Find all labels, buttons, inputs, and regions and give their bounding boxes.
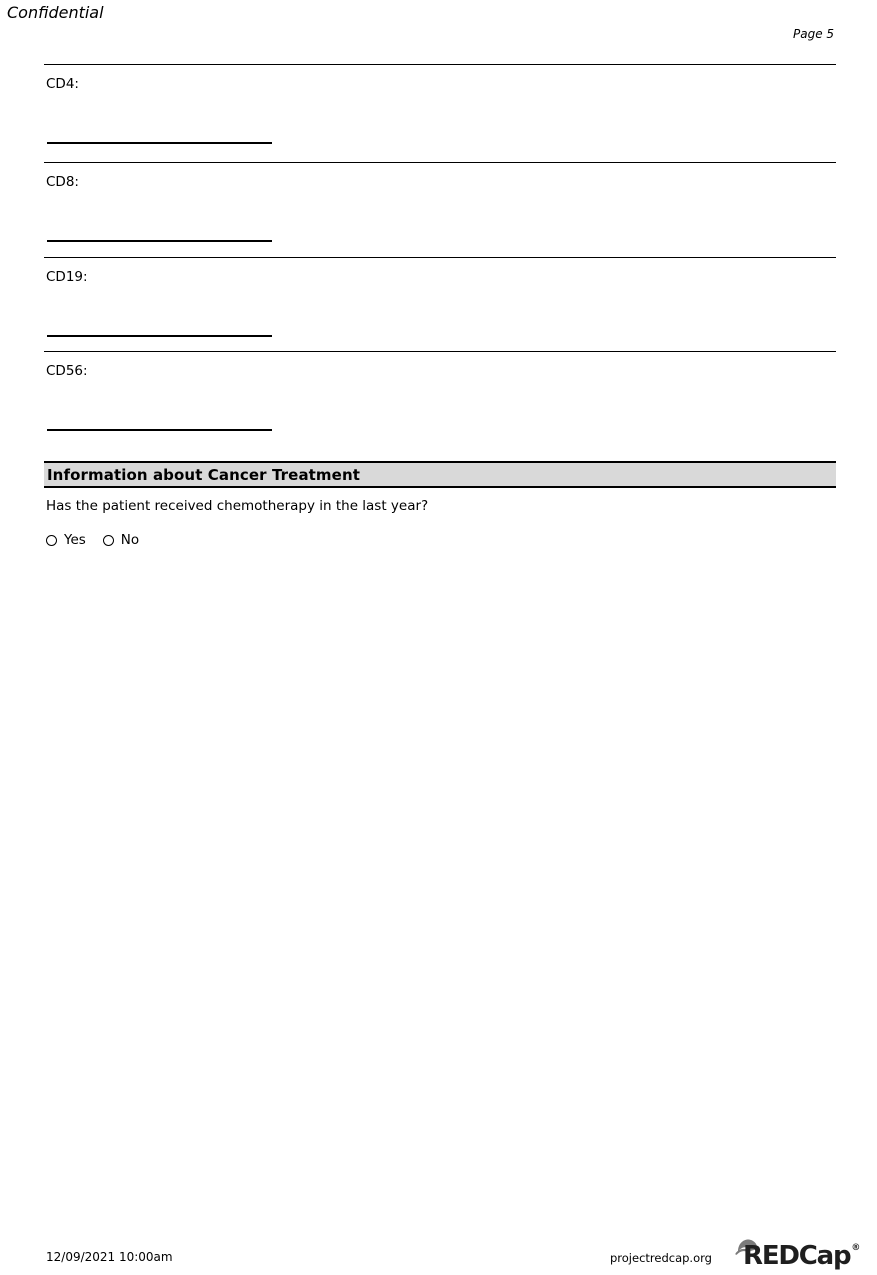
radio-option-no[interactable]: [103, 532, 139, 548]
radio-label-yes: Yes: [64, 532, 86, 548]
radio-option-yes[interactable]: [46, 532, 86, 548]
chemotherapy-radio-group: [46, 532, 139, 548]
field-label-cd19: CD19:: [46, 269, 88, 285]
field-label-cd4: CD4:: [46, 76, 79, 92]
question-chemotherapy: Has the patient received chemotherapy in the last year?: [46, 498, 429, 514]
field-section-cd56: [44, 351, 836, 461]
redcap-logo: [734, 1236, 861, 1271]
section-header-bar: [44, 461, 836, 488]
field-section-cd4: [44, 64, 836, 162]
section-header-title: Information about Cancer Treatment: [47, 465, 360, 484]
answer-line-cd56: [47, 429, 272, 431]
footer-website-link: projectredcap.org: [610, 1251, 712, 1265]
answer-line-cd4: [47, 142, 272, 144]
field-label-cd8: CD8:: [46, 174, 79, 190]
field-label-cd56: CD56:: [46, 363, 88, 379]
page-number: Page 5: [793, 27, 835, 41]
field-section-cd8: [44, 162, 836, 257]
redcap-wordmark: REDCap®: [743, 1241, 861, 1271]
field-section-cd19: [44, 257, 836, 351]
registered-trademark-icon: ®: [851, 1243, 861, 1253]
answer-line-cd19: [47, 335, 272, 337]
confidential-watermark: Confidential: [7, 3, 104, 22]
answer-line-cd8: [47, 240, 272, 242]
radio-circle-yes-icon[interactable]: [46, 535, 57, 546]
radio-circle-no-icon[interactable]: [103, 535, 114, 546]
radio-label-no: No: [120, 532, 140, 548]
footer-timestamp: 12/09/2021 10:00am: [46, 1250, 173, 1264]
